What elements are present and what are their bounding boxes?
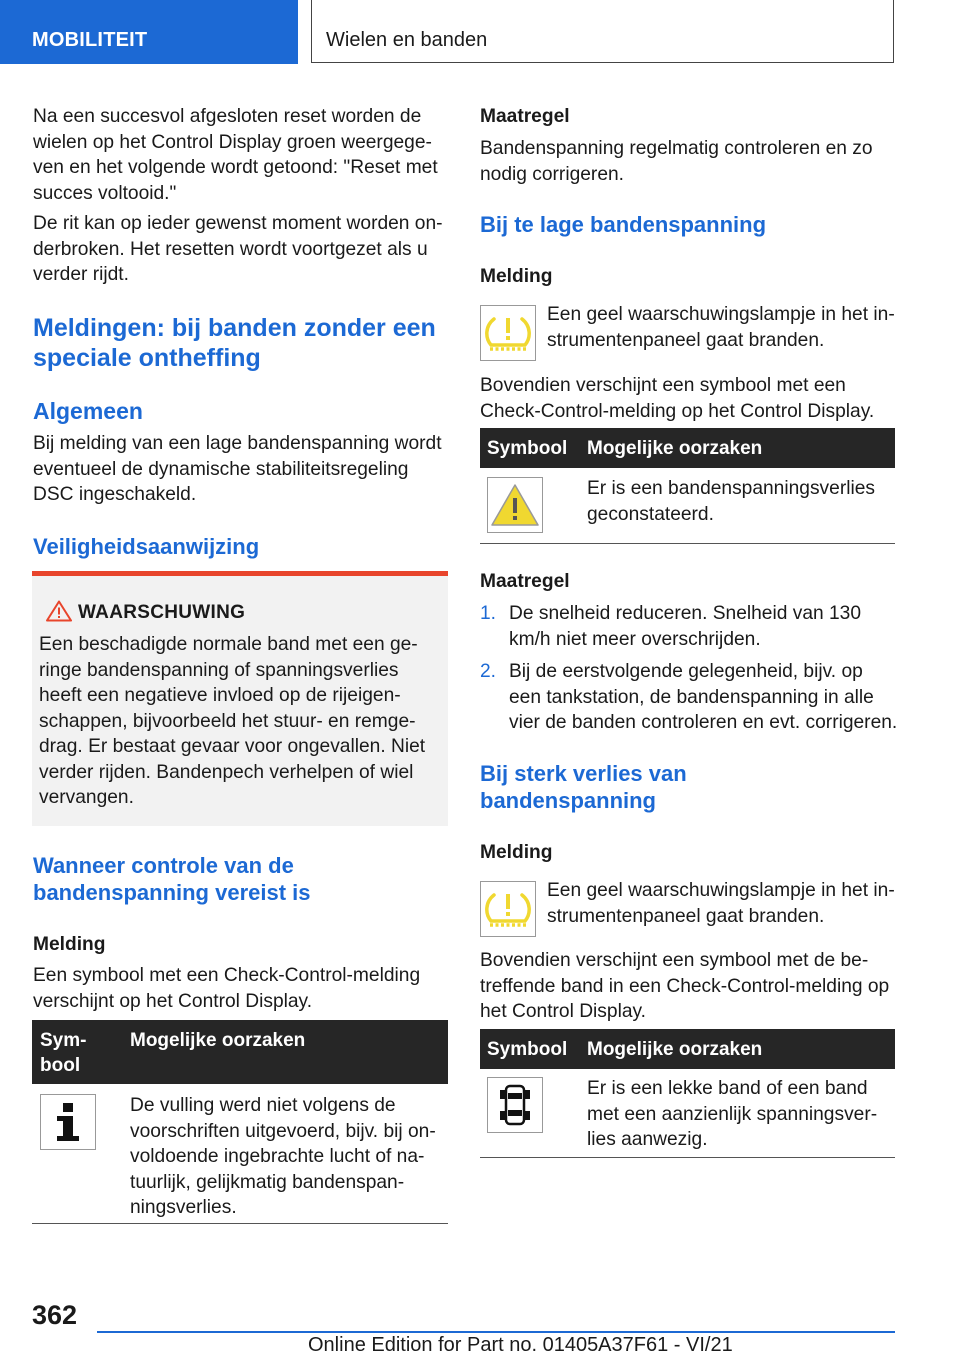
right-table2-header — [480, 1029, 895, 1069]
melding-label-right: Melding — [480, 266, 553, 287]
right-table1-cause: Er is een bandenspanningsverlies geconstateerd. — [587, 478, 875, 525]
left-table-rule — [32, 1223, 448, 1224]
right-table1-header — [480, 428, 895, 468]
safety-heading: Veiligheidsaanwijzing — [33, 534, 260, 559]
right-table2-cause: Er is een lekke band of een band met een aanzienlijk spanningsverlies aanwezig. — [587, 1078, 878, 1150]
left-table-col-symbool: Symbool — [40, 1030, 87, 1076]
check-heading: Wanneer controle van de bandenspanning vereist is — [33, 853, 311, 905]
maatregel-label-2: Maatregel — [480, 571, 570, 592]
warning-title: WAARSCHUWING — [78, 602, 246, 623]
warning-symbol — [487, 477, 543, 533]
right-table2-rule — [480, 1157, 895, 1158]
step-1-text: De snelheid reduceren. Snelheid van 130 km/h niet meer overschrijden. — [509, 603, 862, 650]
left-table-header — [32, 1020, 448, 1084]
tpms-lamp-symbol-2 — [480, 881, 536, 937]
right-table1-col-symbool: Symbool — [487, 438, 568, 459]
info-icon — [41, 1095, 95, 1149]
tpms-lamp-symbol-1 — [480, 305, 536, 361]
warning-box — [32, 571, 448, 826]
tire-pressure-warning-icon — [481, 882, 535, 936]
info-symbol — [40, 1094, 96, 1150]
melding-label: Melding — [33, 934, 106, 955]
right-table1-col-oorzaken: Mogelijke oorzaken — [587, 438, 763, 459]
low-pressure-heading: Bij te lage bandenspanning — [480, 212, 767, 237]
yellow-warning-icon — [488, 478, 542, 532]
flat-tire-symbol — [487, 1077, 543, 1133]
step-2-number: 2. — [480, 661, 497, 682]
tire-pressure-warning-icon — [481, 306, 535, 360]
right-table2-col-oorzaken: Mogelijke oorzaken — [587, 1039, 763, 1060]
section-label: MOBILITEIT — [32, 29, 148, 51]
chapter-label: Wielen en banden — [326, 29, 488, 51]
melding-label-right-2: Melding — [480, 842, 553, 863]
algemeen-heading: Algemeen — [33, 398, 143, 424]
maatregel-text-1: Bandenspanning regelmatig controleren en zo nodig corrigeren. — [480, 138, 873, 185]
melding-text: Een symbool met een Check-Control-melding verschijnt op het Control Display. — [33, 965, 421, 1012]
intro-paragraph-1: Na een succesvol afgesloten reset worden de wielen op het Control Display groen weergegeven en het volgende wordt getoond: "Reset met succes voltooid." — [33, 106, 438, 204]
low-also-text: Bovendien verschijnt een symbool met een Check-Control-melding op het Control Display. — [480, 375, 875, 422]
maatregel-label-1: Maatregel — [480, 106, 570, 127]
footer-rule — [97, 1331, 895, 1333]
chapter-box — [311, 0, 894, 63]
loss-heading: Bij sterk verlies van bandenspanning — [480, 761, 687, 813]
algemeen-text: Bij melding van een lage bandenspanning wordt eventueel de dynamische stabiliteitsregeling DSC ingeschakeld. — [33, 433, 442, 505]
edition-text: Online Edition for Part no. 01405A37F61 - VI/21 — [308, 1334, 733, 1356]
main-heading: Meldingen: bij banden zonder een speciale ontheffing — [33, 314, 436, 372]
warning-text: Een beschadigde normale band met een geringe bandenspanning of spanningsverlies heeft een negatieve invloed op de rijeigenschappen, bijvoorbeeld het stuur- en remgedrag. Er bestaat gevaar voor ongevallen. Niet verder rijden. Bandenpech verhelpen of wiel vervangen. — [39, 634, 426, 808]
right-table2-col-symbool: Symbool — [487, 1039, 568, 1060]
step-2-text: Bij de eerstvolgende gelegenheid, bijv. op een tankstation, de bandenspanning in alle vier de banden controleren en evt. corrigeren. — [509, 661, 898, 733]
intro-paragraph-2: De rit kan op ieder gewenst moment worden onderbroken. Het resetten wordt voortgezet als u verder rijdt. — [33, 213, 443, 285]
left-table-col-oorzaken: Mogelijke oorzaken — [130, 1030, 306, 1051]
loss-also-text: Bovendien verschijnt een symbool met de betreffende band in een Check-Control-melding op het Control Display. — [480, 950, 890, 1022]
car-flat-tire-icon — [488, 1078, 542, 1132]
left-table-cause: De vulling werd niet volgens de voorschriften uitgevoerd, bijv. bij onvoldoende ingebrachte lucht of natuurlijk, gelijkmatig bandenspanningsverlies. — [130, 1095, 436, 1218]
right-table1-rule — [480, 543, 895, 544]
section-tab — [0, 0, 298, 64]
step-1-number: 1. — [480, 603, 497, 624]
warning-triangle-icon — [46, 600, 72, 622]
page-number: 362 — [32, 1300, 78, 1330]
low-lamp-text: Een geel waarschuwingslampje in het instrumentenpaneel gaat branden. — [547, 304, 895, 351]
loss-lamp-text: Een geel waarschuwingslampje in het instrumentenpaneel gaat branden. — [547, 880, 895, 927]
